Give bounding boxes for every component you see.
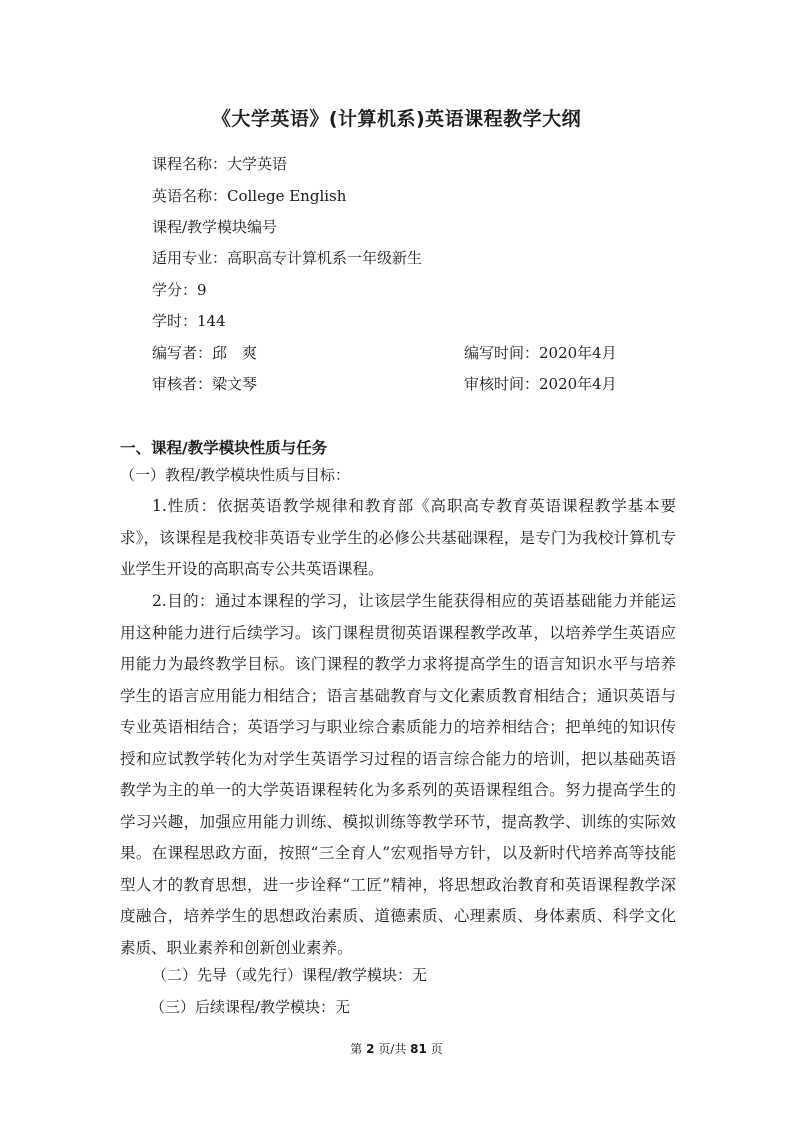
module-code: 课程/教学模块编号 <box>152 218 278 236</box>
applicable-major: 适用专业：高职高专计算机系一年级新生 <box>152 249 423 267</box>
paragraph-purpose: 2.目的：通过本课程的学习，让该层学生能获得相应的英语基础能力并能运用这种能力进行后续学习。该门课程贯彻英语课程教学改革，以培养学生英语应用能力为最终教学目标。该门课程的教学力求将提高学生的语言知识水平与培养学生的语言应用能力相结合；语言基础教育与文化素质教育相结合；通识英语与专业英语相结合；英语学习与职业综合素质能力的培养相结合；把单纯的知识传授和应试教学转化为对学生英语学习过程的语言综合能力的培训，把以基础英语教学为主的单一的大学英语课程转化为多系列的英语课程组合。努力提高学生的学习兴趣，加强应用能力训练、模拟训练等教学环节，提高教学、训练的实际效果。在课程思政方面，按照“三全育人”宏观指导方针，以及新时代培养高等技能型人才的教育思想，进一步诠释“工匠”精神，将思想政治教育和英语课程教学深度融合，培养学生的思想政治素质、道德素质、心理素质、身体素质、科学文化素质、职业素养和创新创业素养。 <box>120 592 676 957</box>
class-hours: 学时：144 <box>152 312 226 330</box>
footer-page-number: 2 <box>366 1042 375 1056</box>
footer-suffix: 页 <box>430 1042 443 1056</box>
review-time: 审核时间：2020年4月 <box>464 375 617 393</box>
section-heading: 一、课程/教学模块性质与任务 <box>120 439 328 457</box>
english-name: 英语名称：College English <box>152 187 347 205</box>
footer-total-pages: 81 <box>410 1042 427 1056</box>
subsection-heading-3: （三）后续课程/教学模块：无 <box>150 998 351 1016</box>
course-name: 课程名称：大学英语 <box>152 155 288 173</box>
page-footer <box>0 1040 793 1057</box>
author: 编写者：邱 爽 <box>152 344 258 362</box>
footer-prefix: 第 <box>350 1042 363 1056</box>
footer-mid: 页/共 <box>378 1042 407 1056</box>
subsection-heading-1: （一）教程/教学模块性质与目标： <box>120 466 351 484</box>
write-time: 编写时间：2020年4月 <box>464 344 617 362</box>
subsection-heading-2: （二）先导（或先行）课程/教学模块：无 <box>152 966 428 984</box>
reviewer: 审核者：梁文琴 <box>152 375 258 393</box>
document-title: 《大学英语》(计算机系)英语课程教学大纲 <box>211 108 582 130</box>
paragraph-nature: 1.性质：依据英语教学规律和教育部《高职高专教育英语课程教学基本要求》，该课程是我校非英语专业学生的必修公共基础课程，是专门为我校计算机专业学生开设的高职高专公共英语课程。 <box>120 497 676 578</box>
credits: 学分：9 <box>152 281 207 299</box>
